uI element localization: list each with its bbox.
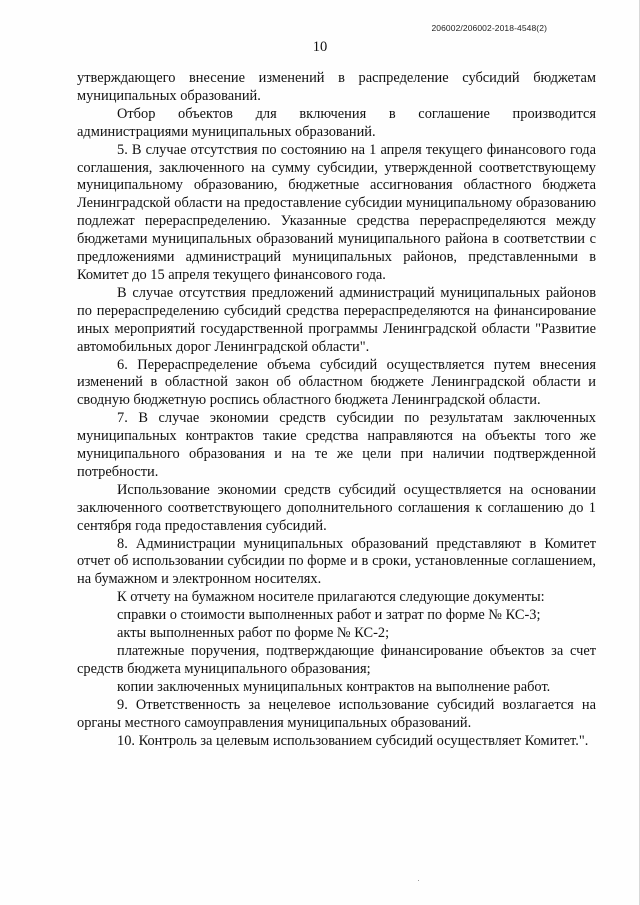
document-code: 206002/206002-2018-4548(2) (431, 23, 547, 33)
list-item-contracts: копии заключенных муниципальных контрактов на выполнение работ. (117, 678, 551, 695)
paragraph-item-5-continued: В случае отсутствия предложений администраций муниципальных районов по перераспределению субсидий средства перераспределяются на финансирование иных мероприятий государственной программы Ленинградской области "Развитие автомобильных дорог Ленинградской области". (77, 284, 596, 355)
paragraph-attachments-intro: К отчету на бумажном носителе прилагаются следующие документы: (117, 589, 545, 606)
paragraph-item-10: 10. Контроль за целевым использованием субсидий осуществляет Комитет.". (117, 732, 589, 749)
scan-speck (418, 880, 419, 881)
list-item-payment-orders: платежные поручения, подтверждающие финансирование объектов за счет средств бюджета муниципального образования; (77, 643, 596, 677)
list-item-ks3: справки о стоимости выполненных работ и затрат по форме № КС-3; (117, 607, 541, 624)
paragraph-continuation: утверждающего внесение изменений в распределение субсидий бюджетам муниципальных образований. (77, 70, 596, 104)
paragraph-item-8: 8. Администрации муниципальных образований представляют в Комитет отчет об использовании субсидии по форме и в сроки, установленные соглашением, на бумажном и электронном носителях. (77, 535, 596, 588)
paragraph-item-6: 6. Перераспределение объема субсидий осуществляется путем внесения изменений в областной закон об областном бюджете Ленинградской области и сводную бюджетную роспись областного бюджета Ленинградской области. (77, 356, 596, 409)
list-item-ks2: акты выполненных работ по форме № КС-2; (117, 625, 390, 642)
paragraph-item-9: 9. Ответственность за нецелевое использование субсидий возлагается на органы местного самоуправления муниципальных образований. (77, 696, 596, 731)
paragraph-item-7: 7. В случае экономии средств субсидии по результатам заключенных муниципальных контрактов такие средства направляются на объекты того же муниципального образования и на те же цели при наличии подтвержденной потребности. (77, 410, 596, 480)
paragraph-item-7-continued: Использование экономии средств субсидий осуществляется на основании заключенного соответствующего дополнительного соглашения к соглашению до 1 сентября года предоставления субсидий. (77, 481, 596, 534)
paragraph-item-5: 5. В случае отсутствия по состоянию на 1 апреля текущего финансового года соглашения, заключенного на сумму субсидии, утвержденной соответствующему муниципальному образованию, бюджетные ассигнования областного бюджета Ленинградской области на предоставление субсидии муниципальному образованию подлежат перераспределению. Указанные средства перераспределяются между бюджетами муниципальных образований муниципального района в соответствии с предложениями администраций муниципальных районов, представленными в Комитет до 15 апреля текущего финансового года. (77, 141, 596, 283)
document-body (77, 70, 596, 750)
page-number: 10 (312, 39, 328, 55)
paragraph-selection: Отбор объектов для включения в соглашение производится администрациями муниципальных образований. (77, 105, 596, 140)
